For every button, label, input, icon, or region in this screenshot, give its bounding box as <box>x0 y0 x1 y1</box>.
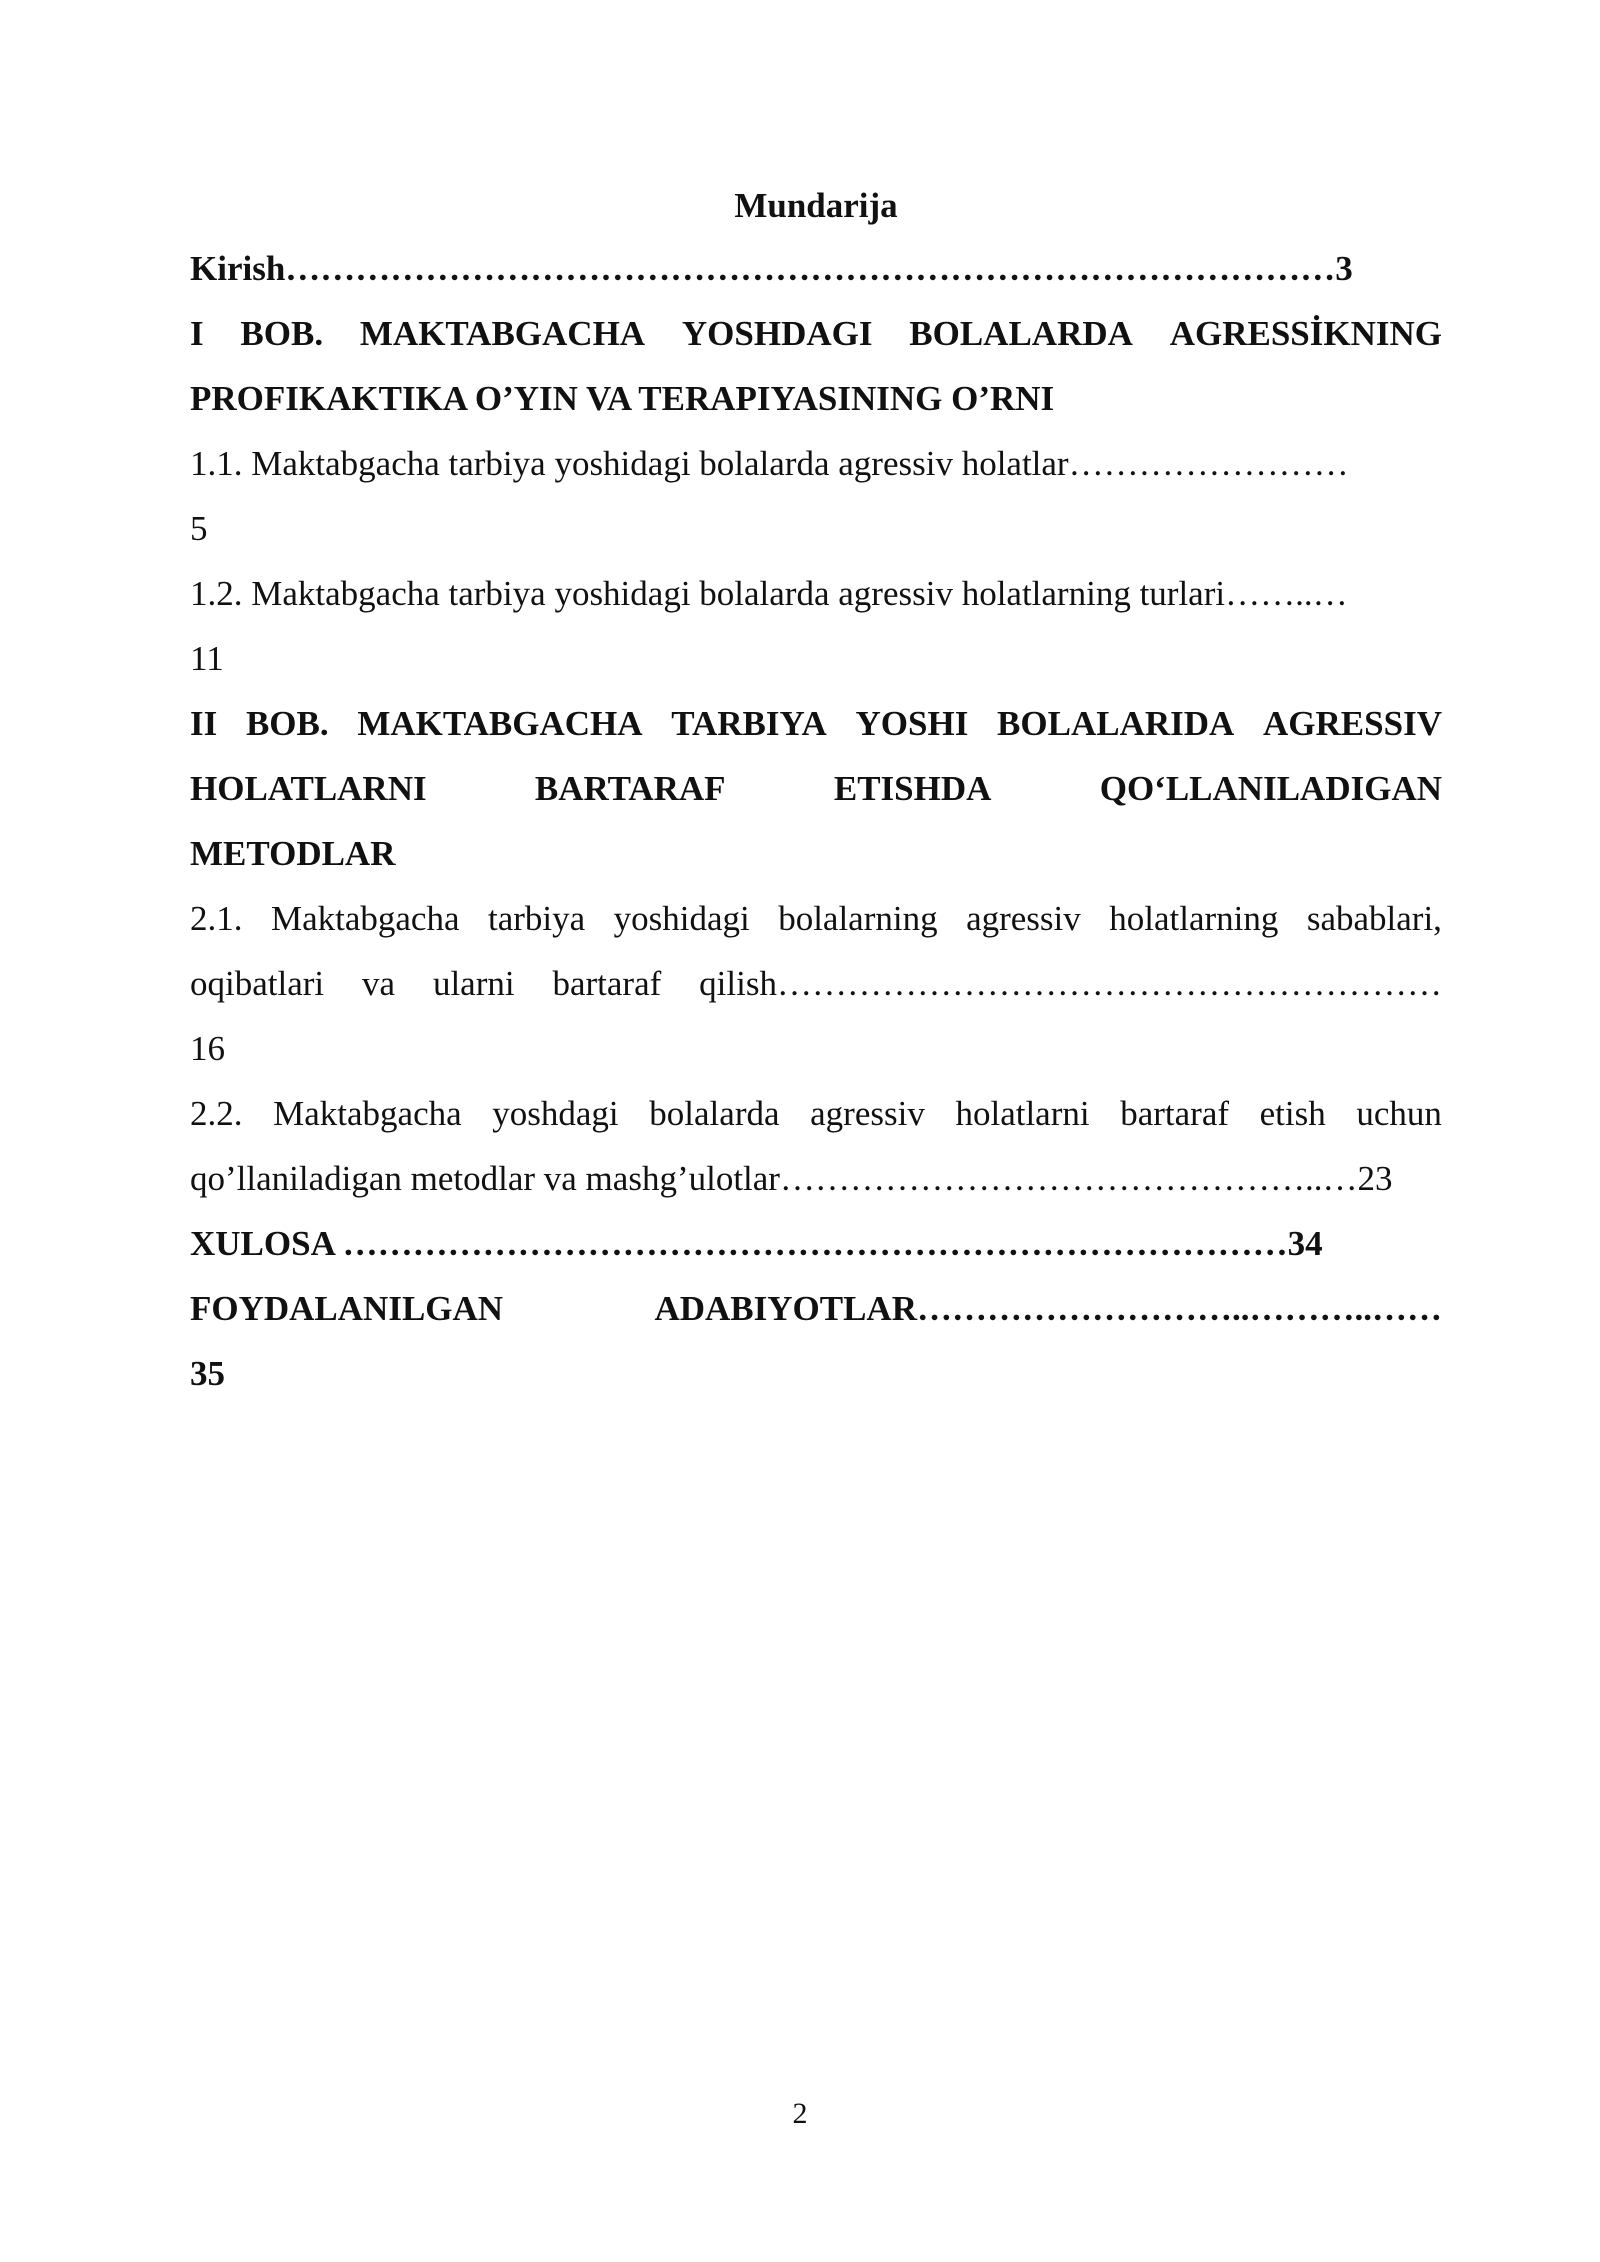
word: BOLALARDA <box>909 314 1133 353</box>
word: QO‘LLANILADIGAN <box>1099 769 1442 808</box>
word: I <box>190 314 204 353</box>
word: bartaraf <box>1120 1094 1230 1133</box>
toc-entry-2-1-line2 <box>190 951 1442 1016</box>
toc-entry-2-1-page: 16 <box>190 1029 225 1068</box>
word: bolalarda <box>649 1094 780 1133</box>
word: II <box>190 704 218 743</box>
word: HOLATLARNI <box>190 769 427 808</box>
word: BOLALARIDA <box>997 704 1235 743</box>
word: qilish………………………………………………… <box>699 964 1442 1003</box>
word: va <box>362 964 396 1003</box>
word: sabablari, <box>1306 899 1442 938</box>
word: holatlarni <box>955 1094 1090 1133</box>
word: YOSHI <box>855 704 969 743</box>
word: YOSHDAGI <box>681 314 873 353</box>
toc-entry-1-1-page: 5 <box>190 509 208 548</box>
word: agressiv <box>966 899 1081 938</box>
toc-entry-foydalanilgan <box>190 1276 1442 1341</box>
word: AGRESSIV <box>1263 704 1442 743</box>
toc-entry-bob2-line2 <box>190 756 1442 821</box>
word: ADABIYOTLAR………………………..………..…… <box>654 1289 1442 1328</box>
word: tarbiya <box>487 899 586 938</box>
word: bartaraf <box>552 964 662 1003</box>
word: 2.2. <box>190 1094 243 1133</box>
toc-entry-bob1-line2: PROFIKAKTIKA O’YIN VA TERAPIYASINING O’RNI <box>190 379 1055 418</box>
word: bolalarning <box>778 899 938 938</box>
toc-title: Mundarija <box>734 186 898 225</box>
word: oqibatlari <box>190 964 325 1003</box>
word: TARBIYA <box>671 704 827 743</box>
table-of-contents <box>190 176 1442 1406</box>
word: holatlarning <box>1109 899 1279 938</box>
word: BOB. <box>245 704 329 743</box>
toc-entry-kirish: Kirish………………………………………………………………………………3 <box>190 249 1353 288</box>
word: MAKTABGACHA <box>357 704 643 743</box>
toc-entry-2-1-line1 <box>190 886 1442 951</box>
word: Maktabgacha <box>270 899 460 938</box>
word: yoshdagi <box>492 1094 619 1133</box>
page-number: 2 <box>792 2097 808 2130</box>
word: BARTARAF <box>534 769 726 808</box>
word: 2.1. <box>190 899 243 938</box>
word: Maktabgacha <box>273 1094 462 1133</box>
toc-entry-1-1: 1.1. Maktabgacha tarbiya yoshidagi bolalarda agressiv holatlar…………………… <box>190 444 1349 483</box>
word: ETISHDA <box>833 769 992 808</box>
toc-entry-bob1-line1 <box>190 301 1442 366</box>
word: FOYDALANILGAN <box>190 1289 504 1328</box>
toc-entry-1-2: 1.2. Maktabgacha tarbiya yoshidagi bolalarda agressiv holatlarning turlari……..… <box>190 574 1348 613</box>
toc-entry-2-2-line1 <box>190 1081 1442 1146</box>
toc-entry-1-2-page: 11 <box>190 639 224 678</box>
word: BOB. <box>240 314 324 353</box>
word: etish <box>1259 1094 1326 1133</box>
word: agressiv <box>810 1094 925 1133</box>
toc-entry-foydalanilgan-page: 35 <box>190 1354 225 1393</box>
toc-entry-bob2-line3: METODLAR <box>190 834 396 873</box>
toc-entry-xulosa: XULOSA ………………………………………………………………………34 <box>190 1224 1323 1263</box>
word: uchun <box>1356 1094 1442 1133</box>
word: ularni <box>432 964 515 1003</box>
word: MAKTABGACHA <box>359 314 646 353</box>
toc-entry-2-2-line2: qo’llaniladigan metodlar va mashg’ulotlar………………………………………..…23 <box>190 1159 1393 1198</box>
toc-entry-bob2-line1 <box>190 691 1442 756</box>
word: AGRESSİKNING <box>1169 314 1442 353</box>
word: yoshidagi <box>613 899 750 938</box>
